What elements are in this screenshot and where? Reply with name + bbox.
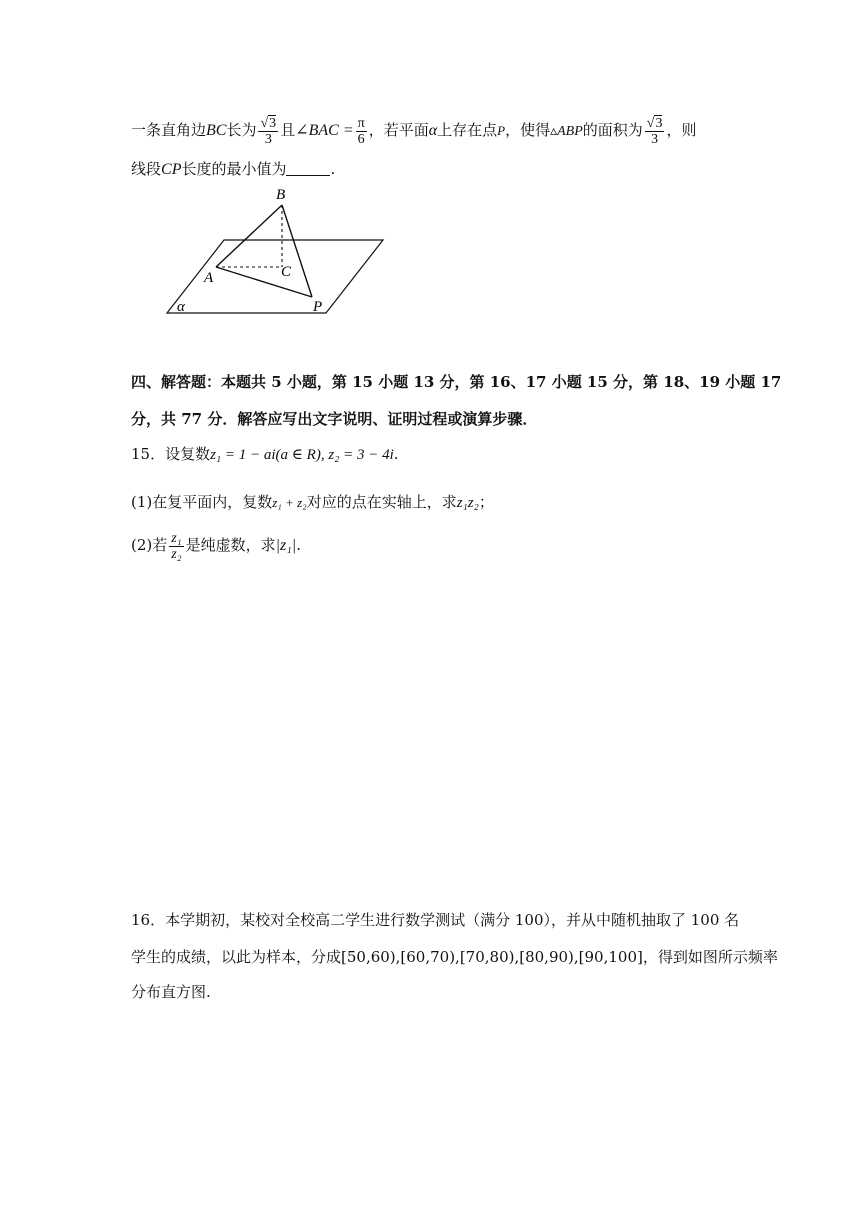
- q15-part1: [131, 492, 494, 513]
- q14-text-2b: 长度的最小值为: [181, 160, 287, 178]
- fraction-denominator: z₂: [171, 546, 182, 562]
- section4-line1: 四、解答题：本题共 5 小题，第 15 小题 13 分，第 16、17 小题 15 分，第 18、19 小题 17: [131, 373, 782, 391]
- segment-bc: BC: [206, 122, 227, 139]
- q15-part1-math2: z₁z₂: [456, 495, 479, 511]
- answer-blank: [286, 161, 330, 176]
- q14-text-a: 一条直角边: [131, 121, 207, 139]
- label-alpha: α: [177, 299, 185, 315]
- sqrt-radicand: 3: [269, 115, 277, 131]
- fraction-denominator: 3: [264, 131, 272, 147]
- fraction-sqrt3-over-3: $\frac{√3}{3}$: [260, 115, 277, 147]
- q15-part1-math1: z₁ + z₂: [272, 495, 307, 510]
- q15-part2-a: (2)若: [131, 536, 168, 554]
- q14-line1: [131, 113, 697, 149]
- q15-part2-b: 是纯虚数，求: [185, 536, 276, 554]
- label-p: P: [313, 299, 323, 315]
- q16-line2: 学生的成绩，以此为样本，分成[50,60),[60,70),[70,80),[80,90),[90,100]，得到如图所示频率: [131, 948, 778, 966]
- q14-text-e: 上存在点: [437, 121, 498, 139]
- fraction-pi-over-6: [356, 116, 367, 147]
- fraction-sqrt3-over-3-b: $\frac{√3}{3}$: [646, 115, 663, 147]
- label-c: C: [281, 264, 292, 280]
- q15-part2-end: .: [296, 536, 301, 554]
- edge-ab: [216, 205, 282, 267]
- q15-part2-math: |z₁|: [275, 537, 297, 554]
- fraction-numerator: π: [357, 115, 365, 131]
- edge-ap: [216, 267, 312, 297]
- q14-text-b: 长为: [226, 121, 257, 139]
- q14-text-2end: .: [330, 160, 336, 178]
- sqrt-radicand: 3: [655, 115, 663, 131]
- segment-cp: CP: [161, 161, 182, 178]
- fraction-z1-over-z2: [169, 531, 183, 562]
- q14-text-d: ，若平面: [368, 121, 429, 139]
- label-a: A: [204, 270, 214, 286]
- q16-line1: 16．本学期初，某校对全校高二学生进行数学测试（满分 100），并从中随机抽取了 100 名: [131, 911, 740, 929]
- point-p: P: [497, 123, 506, 138]
- q15-stem-end: .: [393, 445, 399, 463]
- label-b: B: [276, 187, 286, 203]
- q14-text-h: ，则: [666, 121, 697, 139]
- triangle-abp: ▵ABP: [550, 124, 583, 139]
- q14-text-g: 的面积为: [582, 121, 643, 139]
- q15-stem-math: z₁ = 1 − ai(a ∈ R), z₂ = 3 − 4i: [210, 447, 394, 463]
- q15-part1-end: ；: [478, 493, 494, 511]
- fraction-denominator: 6: [357, 131, 365, 147]
- fraction-denominator: 3: [651, 131, 659, 147]
- q14-text-f: ，使得: [505, 121, 551, 139]
- q14-line2: [131, 159, 335, 180]
- q15-part2: [131, 528, 301, 563]
- q16-line3: 分布直方图.: [131, 983, 211, 1001]
- plane-alpha: α: [428, 122, 438, 139]
- q15-stem: [131, 444, 399, 465]
- q14-text-c: 且: [280, 121, 296, 139]
- geometry-figure: [160, 183, 390, 319]
- q15-stem-prefix: 15．设复数: [131, 445, 211, 463]
- fraction-numerator: z₁: [171, 530, 182, 546]
- q15-part1-b: 对应的点在实轴上，求: [306, 493, 457, 511]
- angle-bac: ∠BAC =: [295, 122, 354, 139]
- q14-text-2a: 线段: [131, 160, 162, 178]
- edge-bp: [282, 205, 312, 297]
- section4-line2: 分，共 77 分．解答应写出文字说明、证明过程或演算步骤．: [131, 410, 538, 428]
- q15-part1-a: (1)在复平面内，复数: [131, 493, 273, 511]
- plane-alpha-shape: [167, 240, 383, 313]
